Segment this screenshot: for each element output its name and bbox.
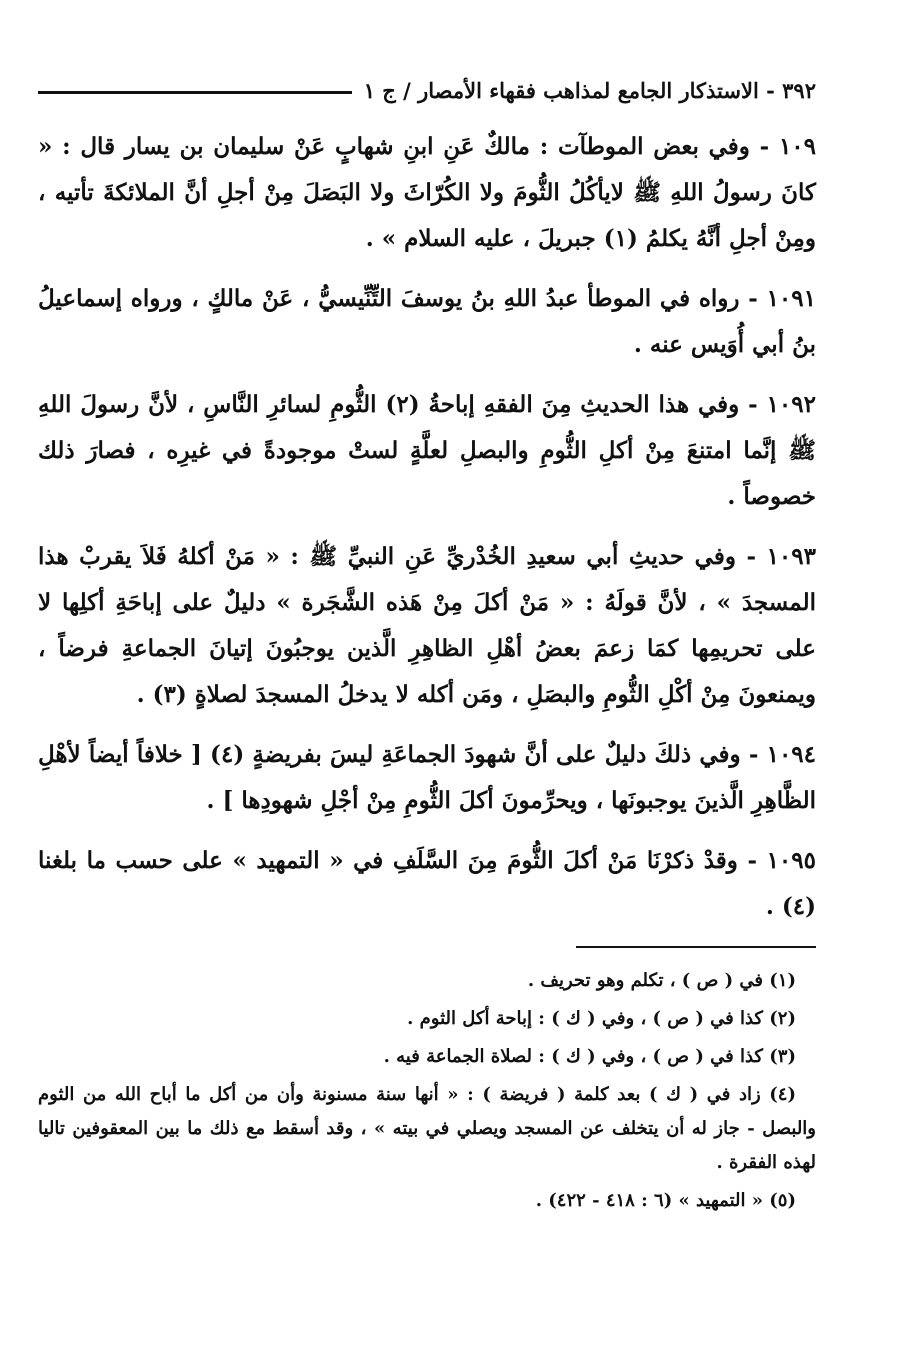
- footnote-1: (١) في ( ص ) ، تكلم وهو تحريف .: [527, 970, 796, 991]
- footnote-4: (٤) زاد في ( ك ) بعد كلمة ( فريضة ) : « أنها سنة مسنونة وأن من أكل ما أباح الله من الثوم والبصل - جاز له أن يتخلف عن المسجد ويصلي في بيته » ، وقد أسقط مع ذلك ما بين المعقوفين تاليا لهذه الفقرة .: [38, 1084, 816, 1173]
- footnotes: [38, 964, 816, 1218]
- footnote-2: (٢) كذا في ( ص ) ، وفي ( ك ) : إباحة أكل الثوم .: [407, 1008, 796, 1029]
- footnote-3: (٣) كذا في ( ص ) ، وفي ( ك ) : لصلاة الجماعة فيه .: [383, 1046, 796, 1067]
- header-rule: [38, 91, 352, 94]
- main-text: [38, 124, 816, 930]
- paragraph-1093: ١٠٩٣ - وفي حديثِ أبي سعيدِ الخُدْريِّ عَنِ النبيِّ ﷺ : « مَنْ أكلهُ فَلاَ يقربْ هذا المسجدَ » ، لأنَّ قولَهُ : « مَنْ أكلَ مِنْ هَذه الشَّجَرة » دليلٌ على إباحَةِ أكلِها لا على تحريمِها كمَا زعمَ بعضُ أهْلِ الظاهِرِ الَّذين يوجبُونَ إتيانَ الجماعةِ فرضاً ، ويمنعونَ مِنْ أكْلِ الثُّومِ والبصَلِ ، ومَن أكله لا يدخلُ المسجدَ لصلاةٍ (٣) .: [38, 543, 816, 708]
- running-header: [38, 70, 816, 110]
- paragraph-1091: ١٠٩١ - رواه في الموطأ عبدُ اللهِ بنُ يوسفَ التِّنِّيسيُّ ، عَنْ مالكٍ ، ورواه إسماعيلُ بنُ أبي أُوَيس عنه .: [38, 285, 816, 358]
- paragraph-1094: ١٠٩٤ - وفي ذلكَ دليلٌ على أنَّ شهودَ الجماعَةِ ليسَ بفريضةٍ (٤) [ خلافاً أيضاً لأهْلِ الظَّاهِرِ الَّذينَ يوجبونَها ، ويحرِّمونَ أكلَ الثُّومِ مِنْ أجْلِ شهودِها ] .: [38, 741, 817, 814]
- paragraph-1092: ١٠٩٢ - وفي هذا الحديثِ مِنَ الفقهِ إباحةُ (٢) الثُّومِ لسائرِ النَّاسِ ، لأنَّ رسولَ اللهِ ﷺ إنَّما امتنعَ مِنْ أكلِ الثُّومِ والبصلِ لعلَّةٍ لستْ موجودةً في غيرِه ، فصارَ ذلك خصوصاً .: [38, 391, 816, 510]
- paragraph-1090: ١٠٩ - وفي بعض الموطآت : مالكٌ عَنِ ابنِ شهابٍ عَنْ سليمان بن يسار قال : « كانَ رسولُ اللهِ ﷺ لايأكُلُ الثُّومَ ولا الكُرّاثَ ولا البَصَلَ مِنْ أجلِ أنَّ الملائكةَ تأتيه ، ومِنْ أجلِ أنَّهُ يكلمُ (١) جبريلَ ، عليه السلام » .: [38, 133, 816, 252]
- footnote-5: (٥) « التمهيد » (٦ : ٤١٨ - ٤٢٢) .: [535, 1190, 796, 1211]
- header-title: ٣٩٢ - الاستذكار الجامع لمذاهب فقهاء الأمصار / ج ١: [363, 77, 816, 103]
- document-page: [38, 70, 816, 1222]
- footnote-separator: [576, 946, 816, 948]
- paragraph-1095: ١٠٩٥ - وقدْ ذكرْنَا مَنْ أكلَ الثُّومَ مِنَ السَّلَفِ في « التمهيد » على حسب ما بلغنا (٤) .: [38, 847, 816, 920]
